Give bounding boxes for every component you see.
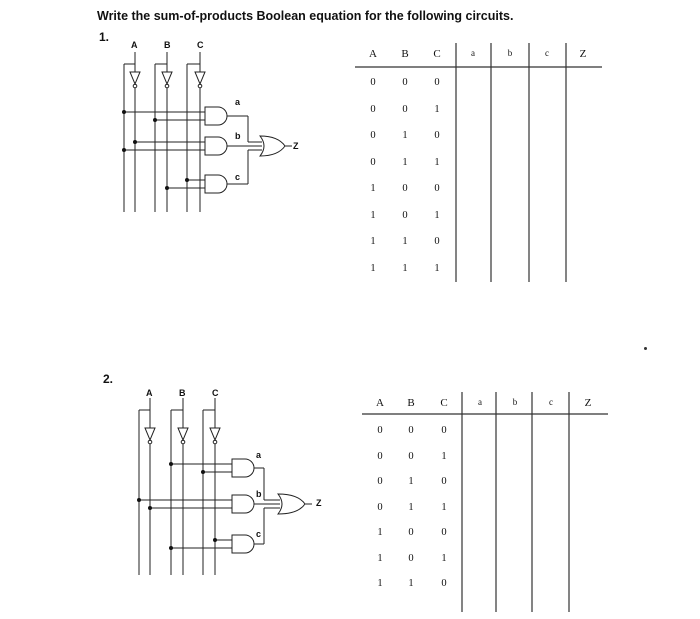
circuit-2-gate-a: a <box>256 450 262 460</box>
table-cell: 1 <box>402 130 408 141</box>
circuit-2-gate-c: c <box>256 529 262 539</box>
circuit-1-gate-b: b <box>235 131 241 141</box>
table-cell: 0 <box>408 552 414 564</box>
table-cell: 0 <box>441 578 447 589</box>
table-cell: 1 <box>434 103 440 115</box>
table-2-header-a: A <box>376 397 384 409</box>
table-cell: 0 <box>402 77 408 88</box>
table-cell: 1 <box>434 262 440 274</box>
table-cell: 0 <box>370 77 376 88</box>
table-cell: 1 <box>377 527 383 538</box>
table-cell: 1 <box>408 476 414 487</box>
table-cell: 1 <box>408 578 414 589</box>
table-cell: 1 <box>402 156 408 168</box>
table-cell: 1 <box>370 236 376 247</box>
circuit-1-input-b: B <box>164 40 171 50</box>
table-cell: 0 <box>402 209 408 221</box>
table-cell: 0 <box>370 103 376 115</box>
stray-mark <box>644 347 647 350</box>
table-cell: 0 <box>370 130 376 141</box>
circuit-2-gate-b: b <box>256 489 262 499</box>
table-cell: 0 <box>408 425 414 436</box>
table-cell: 1 <box>377 578 383 589</box>
table-cell: 1 <box>370 262 376 274</box>
table-cell: 1 <box>408 501 414 513</box>
circuit-1-gate-c: c <box>235 172 241 182</box>
table-cell: 1 <box>441 552 447 564</box>
table-1-header-gate-c: c <box>545 48 549 58</box>
circuit-2-output: Z <box>316 498 322 508</box>
problem-1-number: 1. <box>99 30 110 44</box>
table-1-header-z: Z <box>579 48 587 60</box>
table-2-header-gate-c: c <box>549 397 553 407</box>
circuit-2-input-a: A <box>146 388 153 398</box>
table-cell: 0 <box>441 425 447 436</box>
circuit-1-output: Z <box>293 141 299 151</box>
table-cell: 0 <box>434 77 440 88</box>
table-cell: 1 <box>377 552 383 564</box>
circuit-1-input-c: C <box>197 40 204 50</box>
table-cell: 0 <box>441 476 447 487</box>
table-2-header-gate-a: a <box>478 397 482 407</box>
table-2-header-gate-b: b <box>512 397 518 407</box>
table-2-header-c: C <box>440 397 448 409</box>
table-cell: 1 <box>441 450 447 462</box>
table-2-header-z: Z <box>584 397 592 409</box>
table-cell: 1 <box>434 156 440 168</box>
table-cell: 0 <box>377 425 383 436</box>
table-cell: 0 <box>370 156 376 168</box>
table-1-header-gate-b: b <box>507 48 513 58</box>
table-cell: 0 <box>377 501 383 513</box>
table-cell: 0 <box>402 103 408 115</box>
table-cell: 0 <box>377 476 383 487</box>
table-1-header-b: B <box>401 48 409 60</box>
table-cell: 0 <box>441 527 447 538</box>
table-cell: 0 <box>434 183 440 194</box>
circuit-2-input-c: C <box>212 388 219 398</box>
table-cell: 1 <box>402 236 408 247</box>
truth-table-1-grid <box>355 43 602 282</box>
table-cell: 1 <box>441 501 447 513</box>
table-cell: 0 <box>408 527 414 538</box>
truth-table-2-grid <box>362 392 608 612</box>
circuit-1 <box>124 52 292 212</box>
table-cell: 1 <box>370 209 376 221</box>
table-1-header-c: C <box>433 48 441 60</box>
circuit-1-input-a: A <box>131 40 138 50</box>
table-cell: 0 <box>408 450 414 462</box>
table-cell: 0 <box>434 236 440 247</box>
circuit-2-input-b: B <box>179 388 186 398</box>
table-cell: 1 <box>434 209 440 221</box>
table-cell: 0 <box>434 130 440 141</box>
table-2-header-b: B <box>407 397 415 409</box>
worksheet-title: Write the sum-of-products Boolean equation for the following circuits. <box>97 9 514 23</box>
circuit-2 <box>139 398 312 575</box>
table-cell: 0 <box>377 450 383 462</box>
table-cell: 0 <box>402 183 408 194</box>
table-1-header-a: A <box>369 48 377 60</box>
table-1-header-gate-a: a <box>471 48 475 58</box>
table-cell: 1 <box>402 262 408 274</box>
circuit-1-gate-a: a <box>235 97 241 107</box>
problem-2-number: 2. <box>103 372 114 386</box>
table-cell: 1 <box>370 183 376 194</box>
